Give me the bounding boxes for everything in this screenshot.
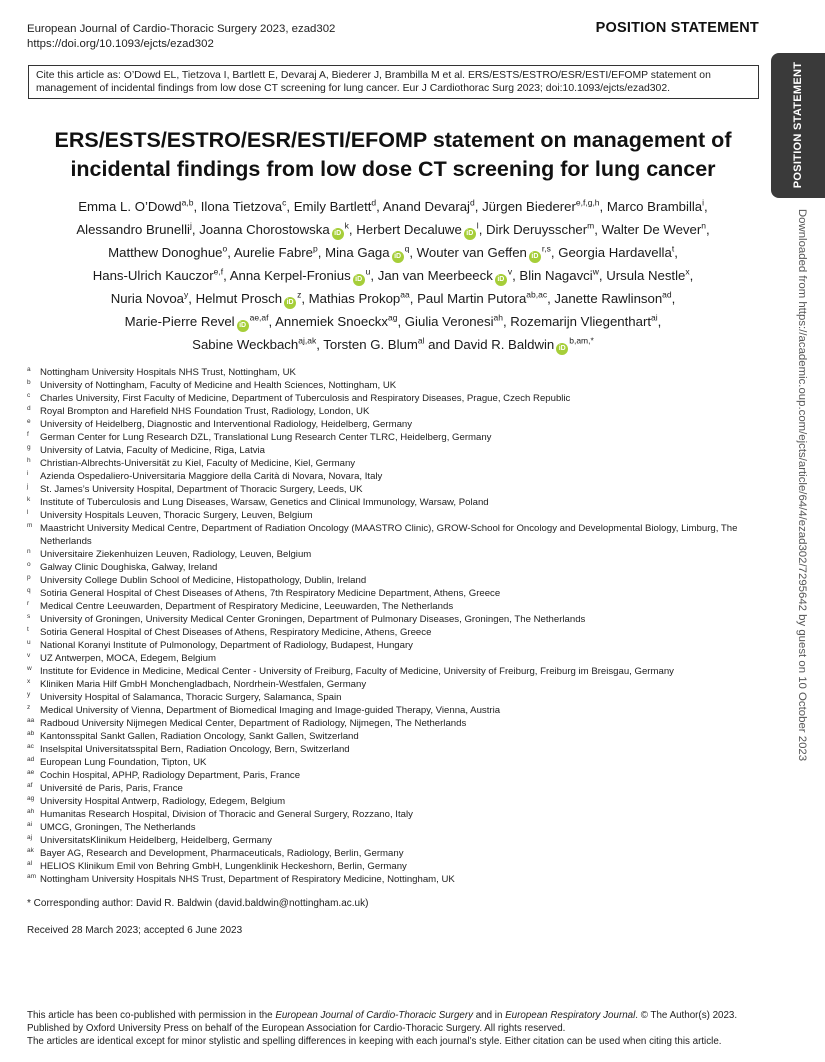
author [199, 222, 349, 237]
affiliation [27, 379, 757, 392]
footer-identical-note: The articles are identical except for minor stylistic and spelling differences in keeping with each journal’s style. Either citation can be used when citing this article. [27, 1036, 722, 1047]
author-affiliation-marker: p [313, 243, 318, 254]
author-affiliation-marker: q [404, 243, 410, 254]
author [383, 199, 475, 214]
author [356, 222, 478, 237]
author-affiliation-marker: k [344, 220, 349, 231]
orcid-icon[interactable]: iD [464, 228, 476, 240]
author [108, 245, 227, 260]
affiliation-text: Galway Clinic Doughiska, Galway, Ireland [40, 562, 218, 573]
orcid-icon[interactable]: iD [529, 251, 541, 263]
affiliation [27, 496, 757, 509]
author-affiliation-marker: ai [651, 312, 658, 323]
author-name: Nuria Novoa [110, 291, 184, 306]
affiliation-key: s [27, 613, 31, 620]
affiliation-key: al [27, 860, 33, 867]
affiliation-key: ag [27, 795, 35, 802]
affiliation-key: e [27, 418, 31, 425]
affiliation-key: ab [27, 730, 35, 737]
affiliation-text: Universitaire Ziekenhuizen Leuven, Radiology, Leuven, Belgium [40, 549, 312, 560]
orcid-icon[interactable]: iD [237, 320, 249, 332]
author-affiliation-marker: r,s [541, 243, 551, 254]
affiliation-text: Institute of Tuberculosis and Lung Diseases, Warsaw, Genetics and Clinical Immunology, Warsaw, Poland [40, 497, 489, 508]
orcid-icon[interactable]: iD [353, 274, 365, 286]
author [606, 268, 689, 283]
author-affiliation-marker: aa [400, 289, 410, 300]
author-name: Jürgen Biederer [482, 199, 576, 214]
affiliation-key: a [27, 366, 31, 373]
affiliation [27, 600, 757, 613]
affiliation-text: National Koranyi Institute of Pulmonology, Department of Radiology, Budapest, Hungary [40, 640, 413, 651]
affiliation-key: p [27, 574, 31, 581]
side-tab [771, 53, 825, 198]
author-affiliation-marker: al [417, 335, 425, 346]
affiliation [27, 743, 757, 756]
author-affiliation-marker: n [701, 220, 706, 231]
author-affiliation-marker: i [702, 197, 705, 208]
affiliation [27, 834, 757, 847]
affiliation-key: j [27, 483, 29, 490]
affiliation [27, 847, 757, 860]
author-affiliation-marker: d [470, 197, 475, 208]
author [325, 245, 409, 260]
affiliation [27, 444, 757, 457]
author-name: Anand Devaraj [382, 199, 470, 214]
affiliation [27, 652, 757, 665]
affiliation-text: Kliniken Maria Hilf GmbH Monchengladbach, Nordrhein-Westfalen, Germany [40, 679, 367, 690]
affiliation [27, 405, 757, 418]
affiliation [27, 860, 757, 873]
title-line-2: incidental findings from low dose CT screening for lung cancer [70, 157, 716, 181]
affiliation-text: Medical Centre Leeuwarden, Department of Respiratory Medicine, Leeuwarden, The Netherlands [40, 601, 454, 612]
affiliation [27, 782, 757, 795]
author-affiliation-marker: ae,af [249, 312, 269, 323]
section-label: POSITION STATEMENT [595, 20, 759, 36]
affiliation-key: c [27, 392, 31, 399]
affiliation-text: Royal Brompton and Harefield NHS Foundation Trust, Radiology, London, UK [40, 406, 370, 417]
orcid-icon[interactable]: iD [332, 228, 344, 240]
affiliation [27, 665, 757, 678]
title-line-1: ERS/ESTS/ESTRO/ESR/ESTI/EFOMP statement on management of [54, 128, 732, 152]
author-name: Aurelie Fabre [233, 245, 314, 260]
author [125, 314, 269, 329]
affiliation [27, 587, 757, 600]
affiliation [27, 756, 757, 769]
affiliation-key: o [27, 561, 31, 568]
affiliation-text: Bayer AG, Research and Development, Pharmaceuticals, Radiology, Berlin, Germany [40, 848, 404, 859]
article-title [28, 126, 758, 184]
affiliation-text: Institute for Evidence in Medicine, Medical Center - University of Freiburg, Faculty of Medicine, University of Freiburg, Freiburg im Breisgau, Germany [40, 666, 674, 677]
affiliation-text: Christian-Albrechts-Universität zu Kiel, Faculty of Medicine, Kiel, Germany [40, 458, 356, 469]
author-name: Georgia Hardavella [558, 245, 672, 260]
author [405, 314, 503, 329]
affiliation-key: n [27, 548, 31, 555]
affiliation [27, 366, 757, 379]
author [519, 268, 598, 283]
affiliation-key: ak [27, 847, 34, 854]
author [602, 222, 706, 237]
affiliation-key: m [27, 522, 33, 529]
affiliation-key: v [27, 652, 31, 659]
author [76, 222, 192, 237]
affiliation [27, 392, 757, 405]
author [196, 291, 302, 306]
affiliation-key: w [27, 665, 32, 672]
author [417, 291, 547, 306]
affiliation-key: am [27, 873, 37, 880]
author-affiliation-marker: ah [493, 312, 503, 323]
affiliation-text: University Hospital Antwerp, Radiology, Edegem, Belgium [40, 796, 286, 807]
author-affiliation-marker: a,b [181, 197, 194, 208]
author-affiliation-marker: o [222, 243, 228, 254]
author-affiliation-marker: m [587, 220, 595, 231]
author-affiliation-marker: e,f [213, 266, 224, 277]
author [93, 268, 223, 283]
affiliation-key: h [27, 457, 31, 464]
affiliation-key: z [27, 704, 31, 711]
affiliation-key: aa [27, 717, 35, 724]
author-name: Matthew Donoghue [108, 245, 223, 260]
author [482, 199, 599, 214]
affiliation-key: b [27, 379, 31, 386]
affiliation-text: Kantonsspital Sankt Gallen, Radiation Oncology, Sankt Gallen, Switzerland [40, 731, 359, 742]
author-name: Giulia Veronesi [404, 314, 494, 329]
author [78, 199, 193, 214]
affiliation-text: University of Groningen, University Medical Center Groningen, Department of Pulmonary Diseases, Groningen, The Netherlands [40, 614, 586, 625]
affiliation-text: Cochin Hospital, APHP, Radiology Department, Paris, France [40, 770, 301, 781]
affiliation [27, 457, 757, 470]
affiliation-text: University College Dublin School of Medicine, Histopathology, Dublin, Ireland [40, 575, 367, 586]
author-affiliation-marker: z [297, 289, 302, 300]
affiliation-key: ac [27, 743, 34, 750]
author [510, 314, 657, 329]
author-name: Ursula Nestle [606, 268, 686, 283]
affiliation-text: University of Nottingham, Faculty of Medicine and Health Sciences, Nottingham, UK [40, 380, 397, 391]
journal-citation-line: European Journal of Cardio-Thoracic Surgery 2023, ezad302 [27, 23, 336, 35]
citation-box: Cite this article as: O’Dowd EL, Tietzova I, Bartlett E, Devaraj A, Biederer J, Brambilla M et al. ERS/ESTS/ESTRO/ESR/ESTI/EFOMP statement on management of incidental findings from low dose CT screening for lung cancer. Eur J Cardiothorac Surg 2023; doi:10.1093/ejcts/ezad302. [28, 65, 759, 99]
journal-info [27, 22, 335, 52]
author-affiliation-marker: b,am,* [569, 335, 594, 346]
author-name: Blin Nagavci [519, 268, 593, 283]
author-affiliation-marker: e,f,g,h [575, 197, 600, 208]
affiliation-key: ai [27, 821, 33, 828]
affiliation [27, 418, 757, 431]
side-tab-label: POSITION STATEMENT [792, 61, 804, 189]
affiliation-text: University of Heidelberg, Diagnostic and Interventional Radiology, Heidelberg, Germany [40, 419, 413, 430]
corresponding-author: * Corresponding author: David R. Baldwin (david.baldwin@nottingham.ac.uk) [27, 898, 369, 909]
affiliation-text: UMCG, Groningen, The Netherlands [40, 822, 196, 833]
author [323, 337, 424, 352]
author-name: Sabine Weckbach [192, 337, 299, 352]
author-name: Dirk Deruysscher [486, 222, 588, 237]
affiliation-text: Nottingham University Hospitals NHS Trust, Nottingham, UK [40, 367, 296, 378]
affiliation-key: d [27, 405, 31, 412]
author-name: David R. Baldwin [453, 337, 555, 352]
affiliation-text: Azienda Ospedaliero-Universitaria Maggiore della Carità di Novara, Novara, Italy [40, 471, 383, 482]
affiliation-key: q [27, 587, 31, 594]
affiliation-text: Humanitas Research Hospital, Division of Thoracic and General Surgery, Rozzano, Italy [40, 809, 413, 820]
affiliation-text: St. James’s University Hospital, Department of Thoracic Surgery, Leeds, UK [40, 484, 363, 495]
affiliation [27, 561, 757, 574]
affiliation-text: Sotiria General Hospital of Chest Diseases of Athens, 7th Respiratory Medicine Department, Athens, Greece [40, 588, 501, 599]
affiliation [27, 730, 757, 743]
author-affiliation-marker: c [282, 197, 287, 208]
affiliation [27, 522, 757, 548]
affiliation-key: f [27, 431, 29, 438]
author-affiliation-marker: l [476, 220, 479, 231]
affiliation [27, 574, 757, 587]
author-affiliation-marker: d [371, 197, 377, 208]
affiliation-text: German Center for Lung Research DZL, Translational Lung Research Center TLRC, Heidelberg, Germany [40, 432, 492, 443]
affiliation-text: Maastricht University Medical Centre, Department of Radiation Oncology (MAASTRO Clinic), GROW-School for Oncology and Developmental Biology, Limburg, The Netherlands [40, 523, 738, 547]
author-name: Mathias Prokop [308, 291, 401, 306]
affiliation-text: University of Latvia, Faculty of Medicine, Riga, Latvia [40, 445, 266, 456]
affiliation-text: UniversitatsKlinikum Heidelberg, Heidelberg, Germany [40, 835, 272, 846]
author [294, 199, 376, 214]
author-name: Marco Brambilla [606, 199, 703, 214]
affiliation [27, 483, 757, 496]
affiliation-key: k [27, 496, 31, 503]
copyright-footer [27, 1009, 762, 1048]
affiliation [27, 873, 757, 886]
affiliation [27, 548, 757, 561]
author-name: Jan van Meerbeeck [377, 268, 493, 283]
download-note: Downloaded from https://academic.oup.com/ejcts/article/64/4/ezad302/7295642 by guest on 10 October 2023 [796, 208, 808, 762]
author [454, 337, 594, 352]
affiliation-key: ad [27, 756, 35, 763]
author-name: Marie-Pierre Revel [124, 314, 235, 329]
affiliation-key: y [27, 691, 31, 698]
orcid-icon[interactable]: iD [392, 251, 404, 263]
affiliation-text: Sotiria General Hospital of Chest Diseases of Athens, Respiratory Medicine, Athens, Greece [40, 627, 432, 638]
doi-link[interactable]: https://doi.org/10.1093/ejcts/ezad302 [27, 38, 214, 50]
author [234, 245, 318, 260]
affiliation-key: g [27, 444, 31, 451]
affiliation [27, 678, 757, 691]
author-affiliation-marker: w [592, 266, 599, 277]
author-name: Mina Gaga [325, 245, 390, 260]
affiliation [27, 769, 757, 782]
affiliation [27, 795, 757, 808]
author [192, 337, 316, 352]
author-name: Torsten G. Blum [323, 337, 418, 352]
author-affiliation-marker: t [671, 243, 675, 254]
affiliation [27, 717, 757, 730]
affiliation-text: European Lung Foundation, Tipton, UK [40, 757, 207, 768]
author-name: Emily Bartlett [293, 199, 372, 214]
affiliation [27, 509, 757, 522]
journal-name-ejcts: European Journal of Cardio-Thoracic Surgery [275, 1010, 473, 1021]
author-name: Ilona Tietzova [200, 199, 283, 214]
affiliation [27, 639, 757, 652]
affiliation-text: HELIOS Klinikum Emil von Behring GmbH, Lungenklinik Heckeshorn, Berlin, Germany [40, 861, 407, 872]
orcid-icon[interactable]: iD [495, 274, 507, 286]
author-name: Hans-Ulrich Kauczor [92, 268, 214, 283]
affiliation-text: University Hospitals Leuven, Thoracic Surgery, Leuven, Belgium [40, 510, 313, 521]
affiliation [27, 821, 757, 834]
affiliation-key: aj [27, 834, 33, 841]
affiliation-key: l [27, 509, 29, 516]
affiliation [27, 626, 757, 639]
author-name: Paul Martin Putora [417, 291, 527, 306]
affiliation-key: i [27, 470, 29, 477]
received-dates: Received 28 March 2023; accepted 6 June 2023 [27, 925, 243, 936]
footer-copublication: This article has been co-published with permission in the European Journal of Cardio-Thoracic Surgery and in European Respiratory Journal. © The Author(s) 2023. [27, 1010, 738, 1021]
footer-publisher: Published by Oxford University Press on behalf of the European Association for Cardio-Thoracic Surgery. All rights reserved. [27, 1023, 566, 1034]
author [558, 245, 674, 260]
affiliation-key: x [27, 678, 31, 685]
author-affiliation-marker: ab,ac [526, 289, 548, 300]
orcid-icon[interactable]: iD [284, 297, 296, 309]
affiliation [27, 704, 757, 717]
author [417, 245, 551, 260]
affiliation-key: ae [27, 769, 35, 776]
author-name: Anna Kerpel-Fronius [229, 268, 351, 283]
author [275, 314, 397, 329]
affiliation-key: u [27, 639, 31, 646]
author [378, 268, 512, 283]
author [486, 222, 594, 237]
author-name: Wouter van Geffen [416, 245, 527, 260]
affiliation [27, 470, 757, 483]
author-name: Emma L. O’Dowd [78, 199, 182, 214]
affiliation-text: Radboud University Nijmegen Medical Center, Department of Radiology, Nijmegen, The Netherlands [40, 718, 467, 729]
affiliation-text: Charles University, First Faculty of Medicine, Department of Tuberculosis and Respiratory Diseases, Prague, Czech Republic [40, 393, 571, 404]
author-name: Annemiek Snoeckx [275, 314, 388, 329]
author-affiliation-marker: aj,ak [298, 335, 317, 346]
affiliation-text: Inselspital Universitatsspital Bern, Radiation Oncology, Bern, Switzerland [40, 744, 350, 755]
author-affiliation-marker: y [184, 289, 189, 300]
affiliation-text: Medical University of Vienna, Department of Biomedical Imaging and Image-guided Therapy, Vienna, Austria [40, 705, 501, 716]
author [554, 291, 671, 306]
orcid-icon[interactable]: iD [556, 343, 568, 355]
author-affiliation-marker: v [507, 266, 513, 277]
affiliation [27, 431, 757, 444]
affiliation-key: r [27, 600, 30, 607]
affiliation-text: Université de Paris, Paris, France [40, 783, 183, 794]
affiliation [27, 808, 757, 821]
author-name: Walter De Wever [601, 222, 702, 237]
author [230, 268, 371, 283]
affiliation-key: af [27, 782, 33, 789]
author-affiliation-marker: ag [388, 312, 398, 323]
affiliation-key: ah [27, 808, 35, 815]
journal-name-erj: European Respiratory Journal [505, 1010, 636, 1021]
author-list: Emma L. O’Dowd$^{a,b}$, Ilona Tietzova$^c$, Emily Bartlett$^d$, Anand Devaraj$^d$, Jürgen Biederer$^{e,f,g,h}$, Marco Brambilla$^i$, Alessandro Brunelli$^j$, Joanna Chorostowska $iD^k$, Herbert Decaluwe $iD^l$, Dirk Deruysscher$^m$, Walter De Wever$^n$, Matthew Donoghue$^o$, Aurelie Fabre$^p$, Mina Gaga $iD^q$, Wouter van Geffen iD$^{r,s}$, Georgia Hardavella$^t$, Hans-Ulrich Kauczor$^{e,f}$, Anna Kerpel-Fronius $iD^u$, Jan van Meerbeeck $iD^v$, Blin Nagavci$^w$, Ursula Nestle$^x$, Nuria Novoa$^y$, Helmut Prosch $iD^z$, Mathias Prokop$^{aa}$, Paul Martin Putora$^{ab,ac}$, Janette Rawlinson$^{ad}$, Marie-Pierre Revel $iD^{ae,af}$, Annemiek Snoeckx$^{ag}$, Giulia Veronesi$^{ah}$, Rozemarijn Vliegenthart$^{ai}$, Sabine Weckbach$^{aj,ak}$, Torsten G. Blum$^{al}$ and David R. Baldwin $iD^{b,am,*}$ [28, 195, 758, 356]
author-name: Joanna Chorostowska [199, 222, 330, 237]
author-affiliation-marker: u [365, 266, 371, 277]
author [607, 199, 704, 214]
author-name: Janette Rawlinson [554, 291, 663, 306]
author [201, 199, 287, 214]
affiliation [27, 691, 757, 704]
author-name: Alessandro Brunelli [76, 222, 190, 237]
affiliation-text: University Hospital of Salamanca, Thoracic Surgery, Salamanca, Spain [40, 692, 342, 703]
affiliation-text: Nottingham University Hospitals NHS Trust, Department of Respiratory Medicine, Nottingham, UK [40, 874, 455, 885]
affiliation-list [27, 366, 757, 886]
author-name: Rozemarijn Vliegenthart [510, 314, 652, 329]
affiliation-key: t [27, 626, 29, 633]
author-affiliation-marker: x [685, 266, 690, 277]
affiliation-text: UZ Antwerpen, MOCA, Edegem, Belgium [40, 653, 216, 664]
affiliation [27, 613, 757, 626]
author-affiliation-marker: j [189, 220, 192, 231]
author [309, 291, 410, 306]
author-name: Herbert Decaluwe [356, 222, 462, 237]
author-affiliation-marker: ad [662, 289, 672, 300]
author-name: Helmut Prosch [195, 291, 283, 306]
author [111, 291, 189, 306]
